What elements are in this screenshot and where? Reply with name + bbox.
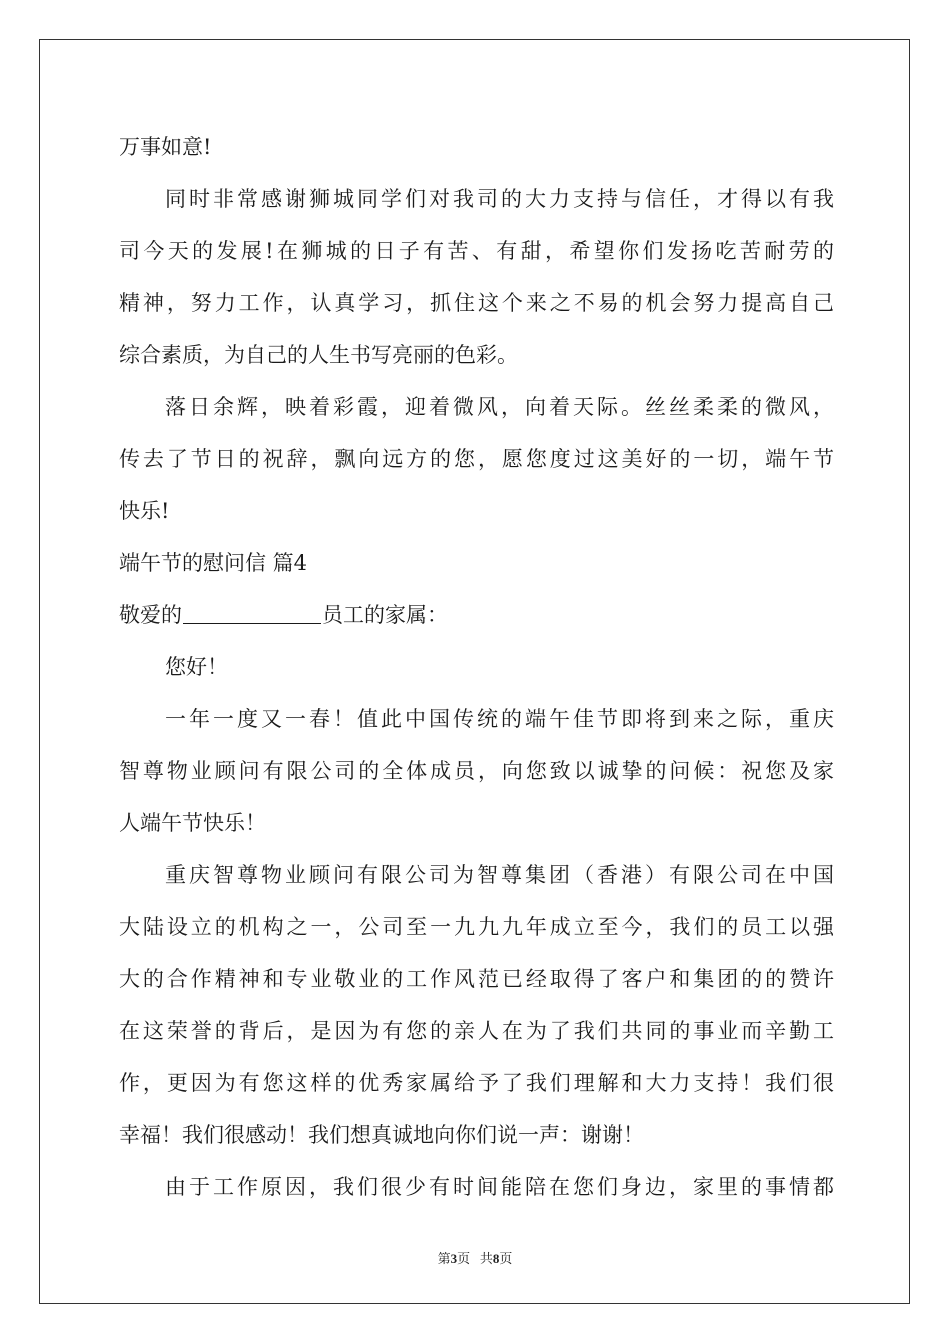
- paragraph-line: 一年一度又一春！值此中国传统的端午佳节即将到来之际，重庆: [165, 707, 834, 731]
- paragraph-line: 智尊物业顾问有限公司的全体成员，向您致以诚挚的问候：祝您及家: [119, 759, 834, 783]
- greeting: 您好！: [165, 655, 228, 679]
- fill-in-blank: [183, 605, 321, 624]
- paragraph-line: 落日余辉，映着彩霞，迎着微风，向着天际。丝丝柔柔的微风，: [165, 395, 834, 419]
- section-heading: 端午节的慰问信 篇4: [119, 551, 308, 575]
- paragraph-line: 由于工作原因，我们很少有时间能陪在您们身边，家里的事情都: [165, 1175, 834, 1199]
- page-footer: [0, 1248, 950, 1267]
- paragraph-line: 大陆设立的机构之一，公司至一九九九年成立至今，我们的员工以强: [119, 915, 834, 939]
- paragraph-line: 同时非常感谢狮城同学们对我司的大力支持与信任，才得以有我: [165, 187, 834, 211]
- paragraph-line: 传去了节日的祝辞，飘向远方的您，愿您度过这美好的一切，端午节: [119, 447, 834, 471]
- paragraph-line: 快乐!: [119, 499, 170, 523]
- page-number: 3: [450, 1251, 458, 1266]
- page-suffix: 页: [457, 1251, 471, 1266]
- paragraph-line: 司今天的发展!在狮城的日子有苦、有甜，希望你们发扬吃苦耐劳的: [119, 239, 834, 263]
- total-pages: 8: [492, 1251, 500, 1266]
- paragraph-line: 重庆智尊物业顾问有限公司为智尊集团（香港）有限公司在中国: [165, 863, 834, 887]
- total-prefix: 共: [479, 1251, 493, 1266]
- paragraph-line: 万事如意!: [119, 135, 212, 159]
- paragraph-line: 在这荣誉的背后，是因为有您的亲人在为了我们共同的事业而辛勤工: [119, 1019, 834, 1043]
- paragraph-line: 人端午节快乐！: [119, 811, 266, 835]
- salutation-prefix: 敬爱的: [119, 603, 182, 627]
- paragraph-line: 精神，努力工作，认真学习，抓住这个来之不易的机会努力提高自己: [119, 291, 834, 315]
- page-prefix: 第: [437, 1251, 451, 1266]
- paragraph-line: 综合素质，为自己的人生书写亮丽的色彩。: [119, 343, 518, 367]
- paragraph-line: 作，更因为有您这样的优秀家属给予了我们理解和大力支持！我们很: [119, 1071, 834, 1095]
- paragraph-line: 幸福！我们很感动！我们想真诚地向你们说一声：谢谢！: [119, 1123, 644, 1147]
- document-body: [119, 121, 834, 1213]
- salutation-suffix: 员工的家属：: [322, 603, 448, 627]
- salutation: [119, 589, 834, 641]
- paragraph-line: 大的合作精神和专业敬业的工作风范已经取得了客户和集团的的赞许: [119, 967, 834, 991]
- total-suffix: 页: [499, 1251, 513, 1266]
